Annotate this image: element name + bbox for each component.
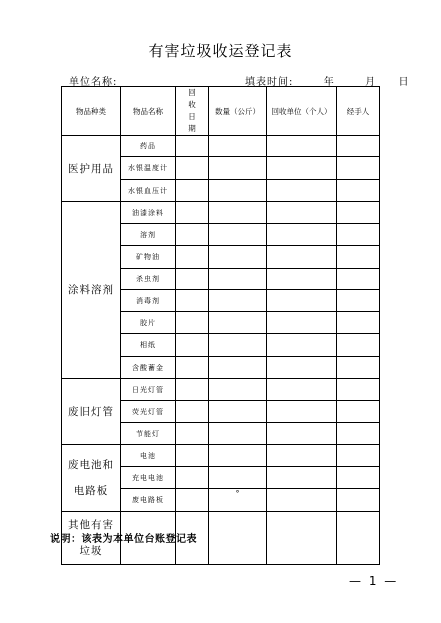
header-quantity: 数量（公斤） [209,87,267,136]
empty-cell [176,334,209,357]
empty-cell [209,401,267,423]
table-row [62,202,380,224]
empty-cell [337,445,380,467]
header-row [62,87,380,136]
category-medical: 医护用品 [62,136,121,202]
item-cell: 矿物油 [121,246,176,269]
item-cell: 废电路板 [121,489,176,512]
footnote: 说明：该表为本单位台账登记表 [50,534,197,545]
header-recycle-date: 回收日期 [176,87,209,136]
empty-cell [267,379,337,401]
empty-cell [267,445,337,467]
empty-cell [209,157,267,180]
empty-cell [267,202,337,224]
empty-cell [176,246,209,269]
unit-name-label: 单位名称: [69,77,118,88]
empty-cell [176,445,209,467]
table-row [62,445,380,467]
empty-cell [176,180,209,202]
empty-cell [176,202,209,224]
empty-cell [176,312,209,334]
category-batteries-line2: 电路板 [73,485,109,497]
header-category: 物品种类 [62,87,121,136]
category-batteries [62,445,121,512]
empty-cell [209,246,267,269]
empty-cell [267,269,337,290]
empty-cell [267,423,337,445]
empty-cell [267,512,337,565]
category-other-line1: 其他有害 [68,519,114,531]
empty-cell [176,379,209,401]
header-handler: 经手人 [337,87,380,136]
item-cell: 杀虫剂 [121,269,176,290]
table-row [62,379,380,401]
item-cell: 消毒剂 [121,290,176,312]
empty-cell [267,290,337,312]
empty-cell [176,357,209,379]
empty-cell [209,379,267,401]
empty-cell [337,157,380,180]
category-batteries-line1: 废电池和 [68,459,114,471]
item-cell: 胶片 [121,312,176,334]
empty-cell [176,467,209,489]
empty-cell [176,224,209,246]
item-cell: 溶剂 [121,224,176,246]
empty-cell [337,489,380,512]
empty-cell [337,334,380,357]
empty-cell [337,423,380,445]
empty-cell [337,290,380,312]
empty-cell [267,136,337,157]
empty-cell [267,357,337,379]
empty-cell [209,180,267,202]
empty-cell [337,202,380,224]
fill-time-label: 填表时间: [245,77,294,88]
empty-cell [267,224,337,246]
empty-cell [267,180,337,202]
category-lamps: 废旧灯管 [62,379,121,445]
page-number: — 1 — [349,574,399,588]
table-row [62,136,380,157]
empty-cell [209,334,267,357]
empty-cell [209,423,267,445]
item-cell: 水银血压计 [121,180,176,202]
empty-cell [209,445,267,467]
empty-cell [176,489,209,512]
item-cell: 相纸 [121,334,176,357]
day-label: 日 [398,77,410,88]
empty-cell [267,401,337,423]
empty-cell [337,224,380,246]
category-paint: 涂料溶剂 [62,202,121,379]
empty-cell [209,202,267,224]
item-cell: 水银温度计 [121,157,176,180]
item-cell: 药品 [121,136,176,157]
empty-cell [267,312,337,334]
item-cell: 荧光灯管 [121,401,176,423]
empty-cell [209,312,267,334]
item-cell: 油漆涂料 [121,202,176,224]
empty-cell [176,269,209,290]
year-label: 年 [323,77,335,88]
empty-cell [176,136,209,157]
item-cell: 电池 [121,445,176,467]
header-item-name: 物品名称 [121,87,176,136]
empty-cell [176,157,209,180]
item-cell: 日光灯管 [121,379,176,401]
empty-cell [176,401,209,423]
empty-cell [209,269,267,290]
empty-cell [209,467,267,489]
registration-table [61,86,380,565]
empty-cell [337,512,380,565]
empty-cell [337,269,380,290]
empty-cell [337,136,380,157]
empty-cell [209,136,267,157]
empty-cell [267,246,337,269]
item-cell: 充电电池 [121,467,176,489]
item-cell: 节能灯 [121,423,176,445]
item-cell: 含酸蓄金 [121,357,176,379]
empty-cell [209,224,267,246]
empty-cell [209,290,267,312]
page-title: 有害垃圾收运登记表 [148,42,293,60]
empty-cell [267,467,337,489]
empty-cell [337,357,380,379]
month-label: 月 [365,77,377,88]
empty-cell [337,379,380,401]
empty-cell [209,357,267,379]
empty-cell [176,423,209,445]
empty-cell [337,246,380,269]
empty-cell [267,157,337,180]
empty-cell [267,489,337,512]
empty-cell [337,467,380,489]
empty-cell [337,180,380,202]
empty-cell [337,312,380,334]
stray-mark: ° [209,489,267,512]
empty-cell [176,290,209,312]
empty-cell [337,401,380,423]
empty-cell [209,512,267,565]
empty-cell [267,334,337,357]
header-recycle-unit: 回收单位（个人） [267,87,337,136]
category-other-line2: 垃圾 [79,545,103,557]
